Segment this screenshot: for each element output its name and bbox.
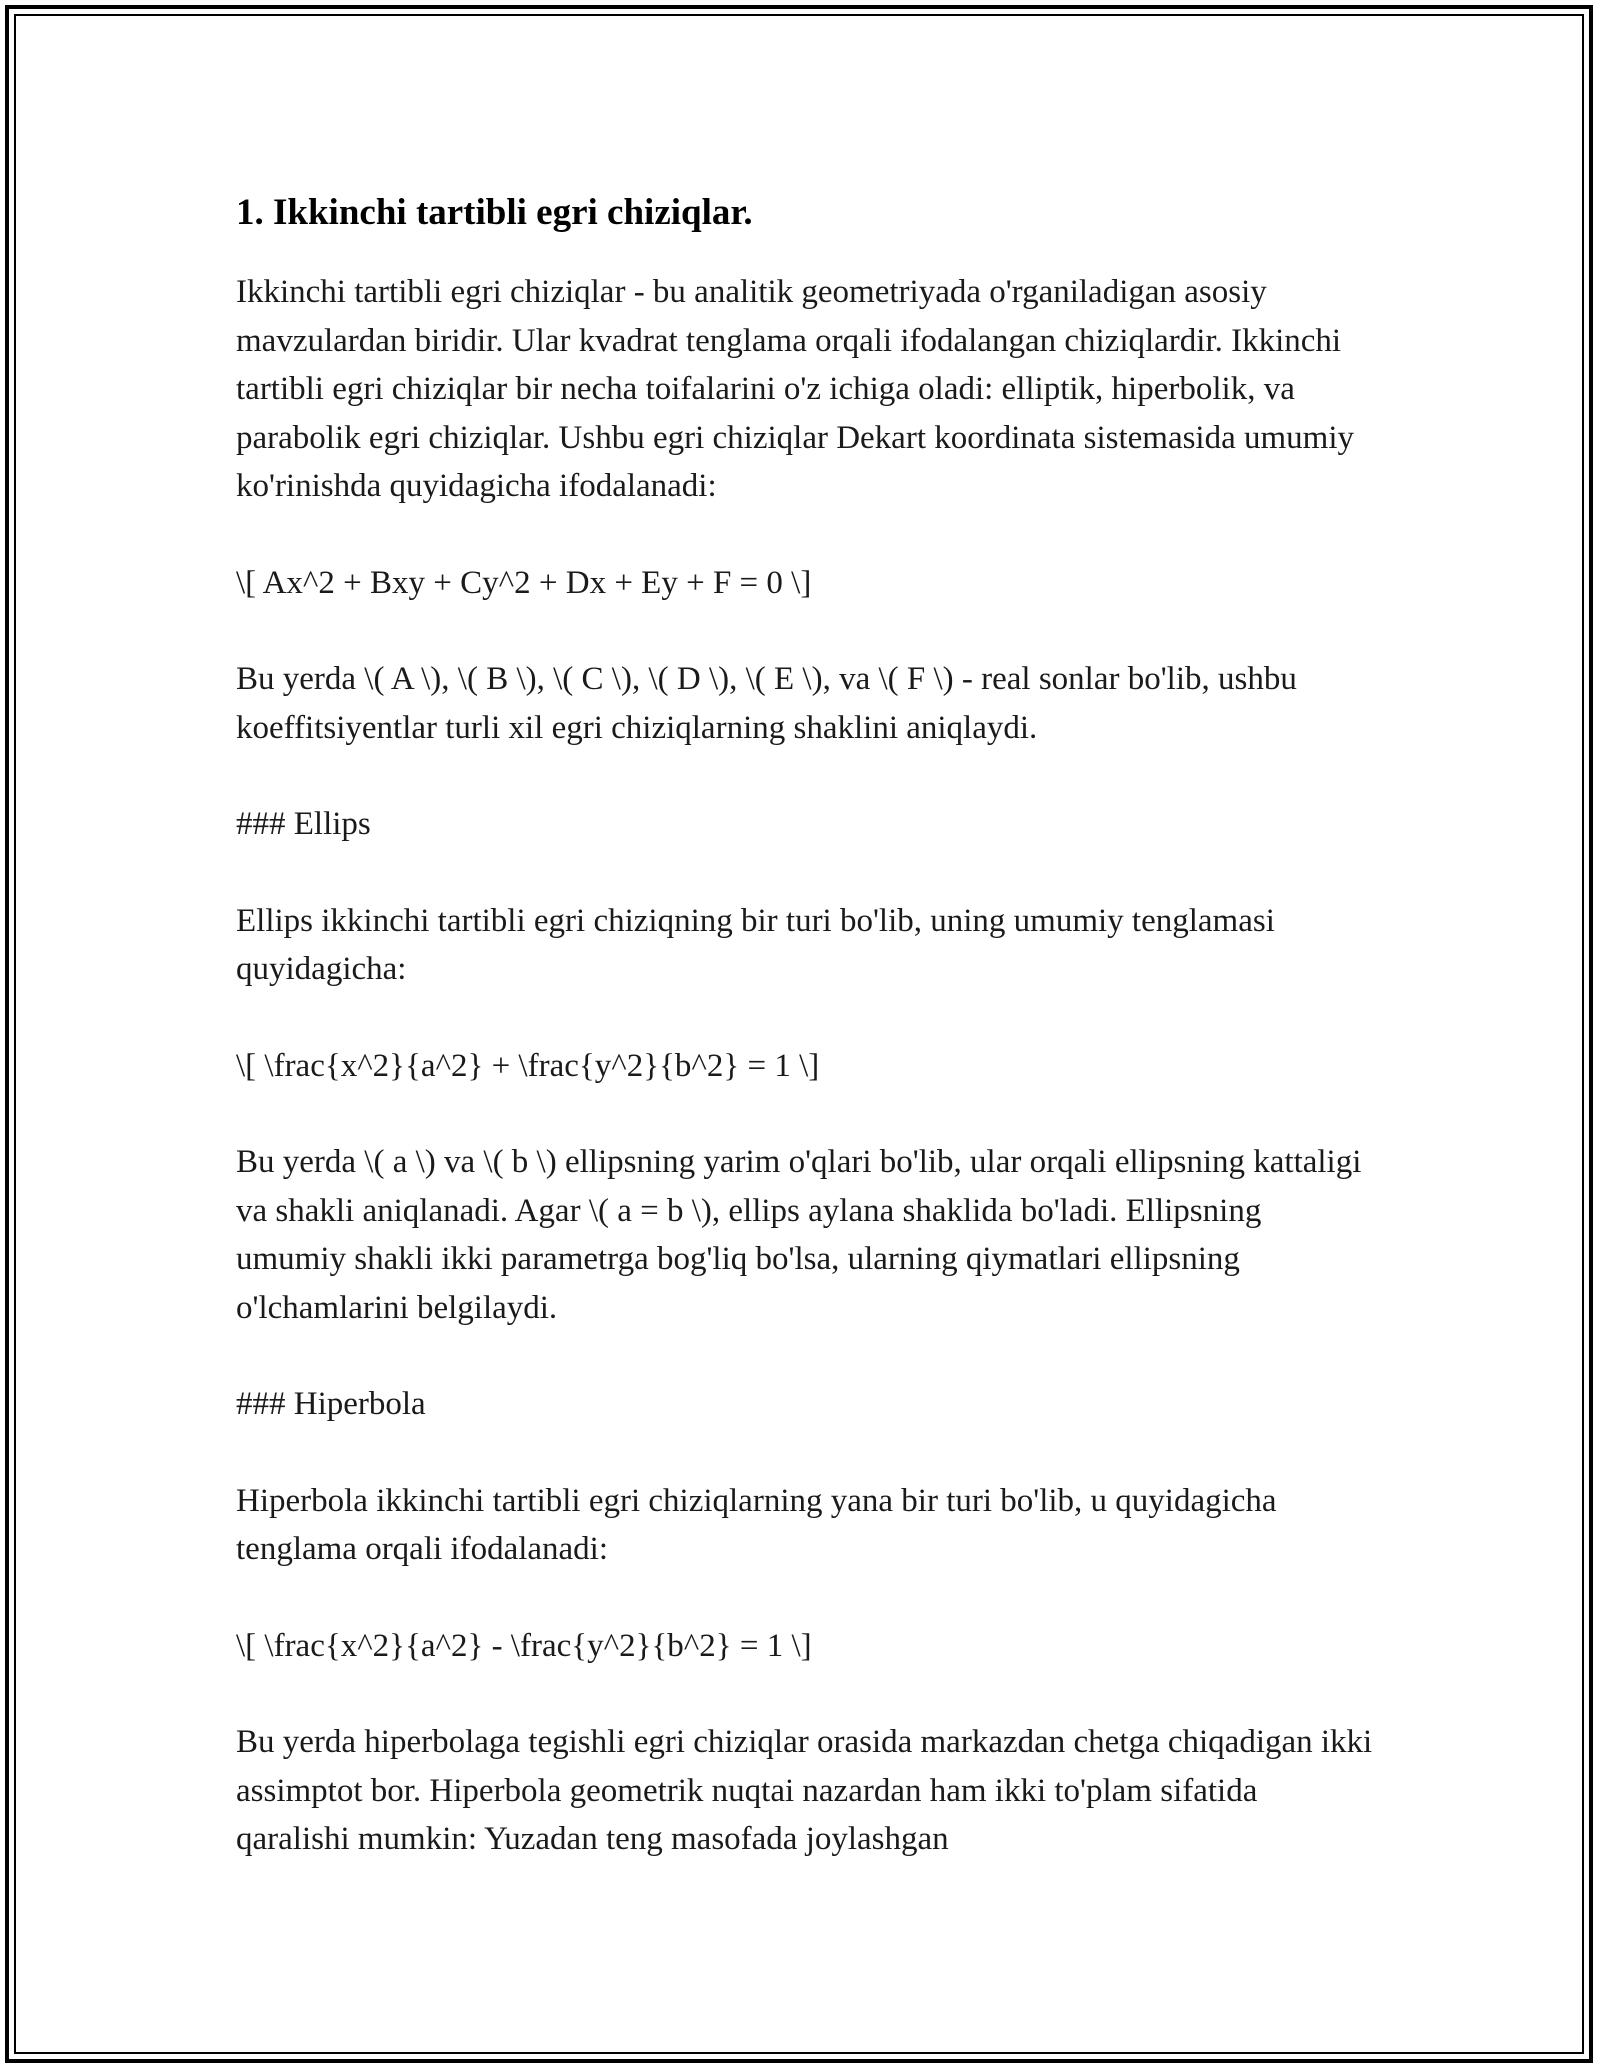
intro-paragraph: Ikkinchi tartibli egri chiziqlar - bu analitik geometriyada o'rganiladigan asosiy mavzulardan biridir. Ular kvadrat tenglama orqali ifodalangan chiziqlardir. Ikkinchi tartibli egri chiziqlar bir necha toifalarini o'z ichiga oladi: elliptik, hiperbolik, va parabolik egri chiziqlar. Ushbu egri chiziqlar Dekart koordinata sistemasida umumiy ko'rinishda quyidagicha ifodalanadi: — [236, 274, 1355, 504]
general-equation: \[ Ax^2 + Bxy + Cy^2 + Dx + Ey + F = 0 \] — [236, 564, 812, 601]
hyperbola-intro-paragraph: Hiperbola ikkinchi tartibli egri chiziqlarning yana bir turi bo'lib, u quyidagicha tenglama orqali ifodalanadi: — [236, 1482, 1277, 1567]
ellipse-equation: \[ \frac{x^2}{a^2} + \frac{y^2}{b^2} = 1 \] — [236, 1047, 820, 1084]
hyperbola-heading: ### Hiperbola — [236, 1386, 426, 1422]
hyperbola-equation: \[ \frac{x^2}{a^2} - \frac{y^2}{b^2} = 1 \] — [236, 1627, 812, 1664]
hyperbola-description-paragraph: Bu yerda hiperbolaga tegishli egri chiziqlar orasida markazdan chetga chiqadigan ikki assimptot bor. Hiperbola geometrik nuqtai nazardan ham ikki to'plam sifatida qaralishi mumkin: Yuzadan teng masofada joylashgan — [236, 1724, 1373, 1857]
document-body — [236, 184, 1376, 1864]
coefficients-paragraph: Bu yerda \( A \), \( B \), \( C \), \( D \), \( E \), va \( F \) - real sonlar bo'lib, ushbu koeffitsiyentlar turli xil egri chiziqlarning shaklini aniqlaydi. — [236, 661, 1297, 746]
document-title: 1. Ikkinchi tartibli egri chiziqlar. — [236, 192, 753, 233]
ellipse-heading: ### Ellips — [236, 806, 371, 842]
ellipse-intro-paragraph: Ellips ikkinchi tartibli egri chiziqning bir turi bo'lib, uning umumiy tenglamasi quyidagicha: — [236, 902, 1275, 987]
ellipse-description-paragraph: Bu yerda \( a \) va \( b \) ellipsning yarim o'qlari bo'lib, ular orqali ellipsning kattaligi va shakli aniqlanadi. Agar \( a = b \), ellips aylana shaklida bo'ladi. Ellipsning umumiy shakli ikki parametrga bog'liq bo'lsa, ularning qiymatlari ellipsning o'lchamlarini belgilaydi. — [236, 1144, 1362, 1326]
